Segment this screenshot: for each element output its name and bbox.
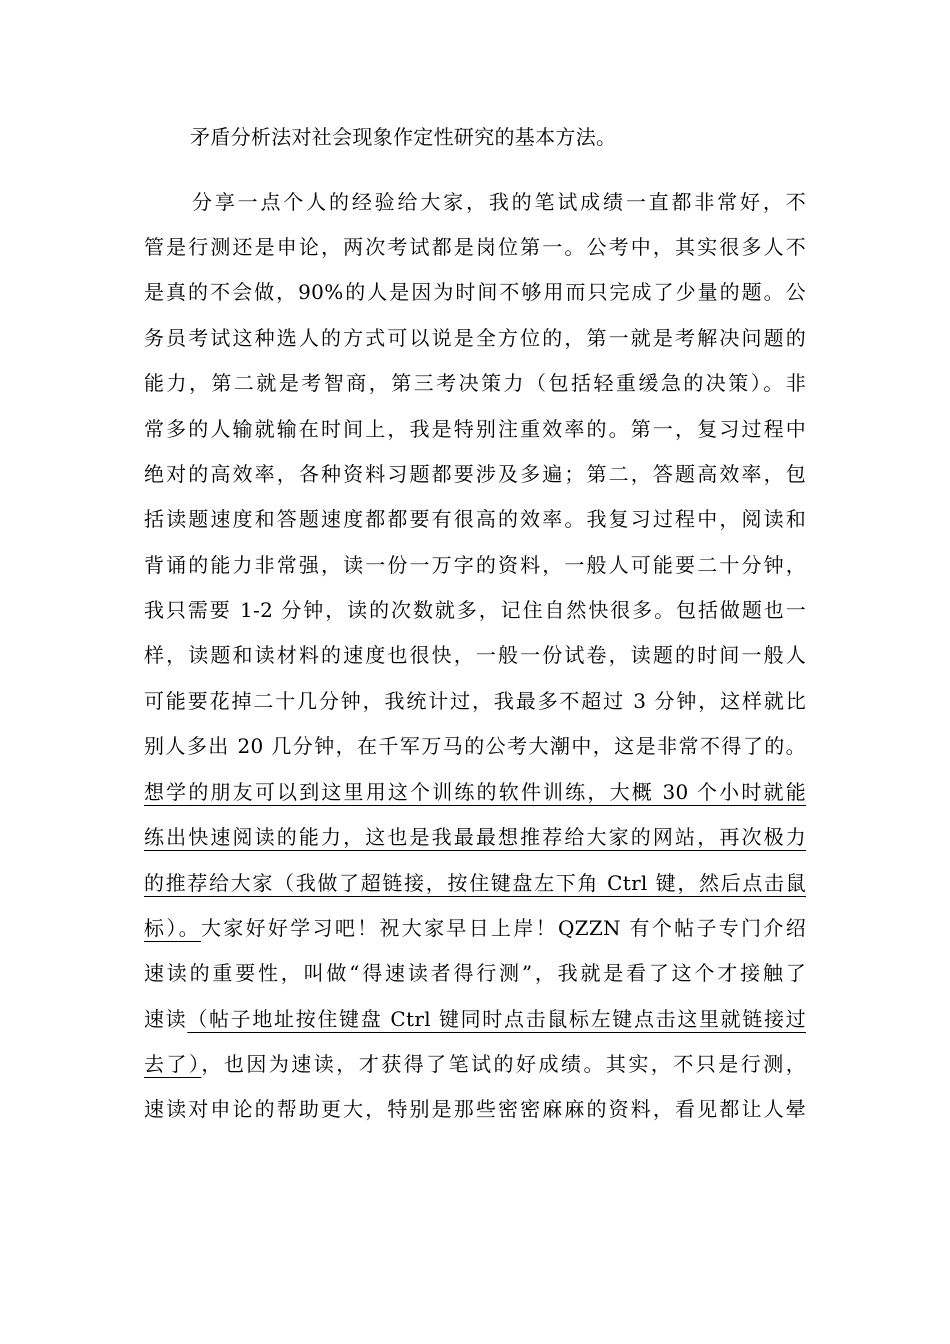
text-line (144, 459, 806, 489)
body-text: 我只需要 1-2 分钟，读的次数就多，记住自然快很多。包括做题也一 (144, 598, 806, 622)
text-line (144, 822, 806, 852)
text-line (144, 640, 806, 670)
body-text: 可能要花掉二十几分钟，我统计过，我最多不超过 3 分钟，这样就比 (144, 689, 806, 713)
hyperlink-text[interactable]: 想学的朋友可以到这里用这个训练的软件训练，大概 30 个小时就能 (144, 780, 806, 804)
body-text: 常多的人输就输在时间上，我是特别注重效率的。第一，复习过程中 (144, 417, 806, 441)
text-line (190, 122, 790, 152)
text-line (144, 368, 806, 398)
text-line (144, 731, 806, 761)
text-line (144, 958, 806, 988)
hyperlink-text[interactable]: 标）。 (144, 916, 201, 940)
text-line (144, 504, 806, 534)
body-text: 管是行测还是申论，两次考试都是岗位第一。公考中，其实很多人不 (144, 235, 806, 259)
hyperlink-text[interactable]: 的推荐给大家（我做了超链接，按住键盘左下角 Ctrl 键，然后点击鼠 (144, 871, 806, 895)
text-line (144, 550, 806, 580)
text-line (144, 277, 806, 307)
body-text: ，也因为速读，才获得了笔试的好成绩。其实，不只是行测， (201, 1052, 806, 1076)
body-text: 背诵的能力非常强，读一份一万字的资料，一般人可能要二十分钟， (144, 553, 806, 577)
body-text: 括读题速度和答题速度都都要有很高的效率。我复习过程中，阅读和 (144, 507, 806, 531)
body-text: 是真的不会做，90%的人是因为时间不够用而只完成了少量的题。公 (144, 280, 806, 304)
text-line (144, 323, 806, 353)
text-line (144, 913, 806, 943)
text-line (144, 1049, 806, 1079)
body-text: 速读的重要性，叫做“得速读者得行测”，我就是看了这个才接触了 (144, 961, 806, 985)
hyperlink-text[interactable]: 去了） (144, 1052, 202, 1076)
text-line (144, 414, 806, 444)
body-text: 矛盾分析法对社会现象作定性研究的基本方法。 (190, 125, 617, 149)
text-line (144, 686, 806, 716)
text-line (192, 187, 806, 217)
text-line (144, 595, 806, 625)
body-text: 别人多出 20 几分钟，在千军万马的公考大潮中，这是非常不得了的。 (144, 734, 806, 758)
text-line (144, 1094, 806, 1124)
text-line (144, 1004, 806, 1034)
hyperlink-text[interactable]: 练出快速阅读的能力，这也是我最最想推荐给大家的网站，再次极力 (144, 825, 806, 849)
body-text: 速读对申论的帮助更大，特别是那些密密麻麻的资料，看见都让人晕 (144, 1097, 806, 1121)
body-text: 大家好好学习吧！祝大家早日上岸！QZZN 有个帖子专门介绍 (200, 916, 807, 940)
hyperlink-text[interactable]: （帖子地址按住键盘 Ctrl 键同时点击鼠标左键点击这里就链接过 (187, 1007, 806, 1031)
body-text: 能力，第二就是考智商，第三考决策力（包括轻重缓急的决策）。非 (144, 371, 806, 395)
body-text: 绝对的高效率，各种资料习题都要涉及多遍；第二，答题高效率，包 (144, 462, 806, 486)
body-text: 样，读题和读材料的速度也很快，一般一份试卷，读题的时间一般人 (144, 643, 806, 667)
body-text: 分享一点个人的经验给大家，我的笔试成绩一直都非常好，不 (192, 190, 806, 214)
text-line (144, 868, 806, 898)
body-text: 速读 (144, 1007, 188, 1031)
body-text: 务员考试这种选人的方式可以说是全方位的，第一就是考解决问题的 (144, 326, 806, 350)
text-line (144, 232, 806, 262)
text-line (144, 777, 806, 807)
